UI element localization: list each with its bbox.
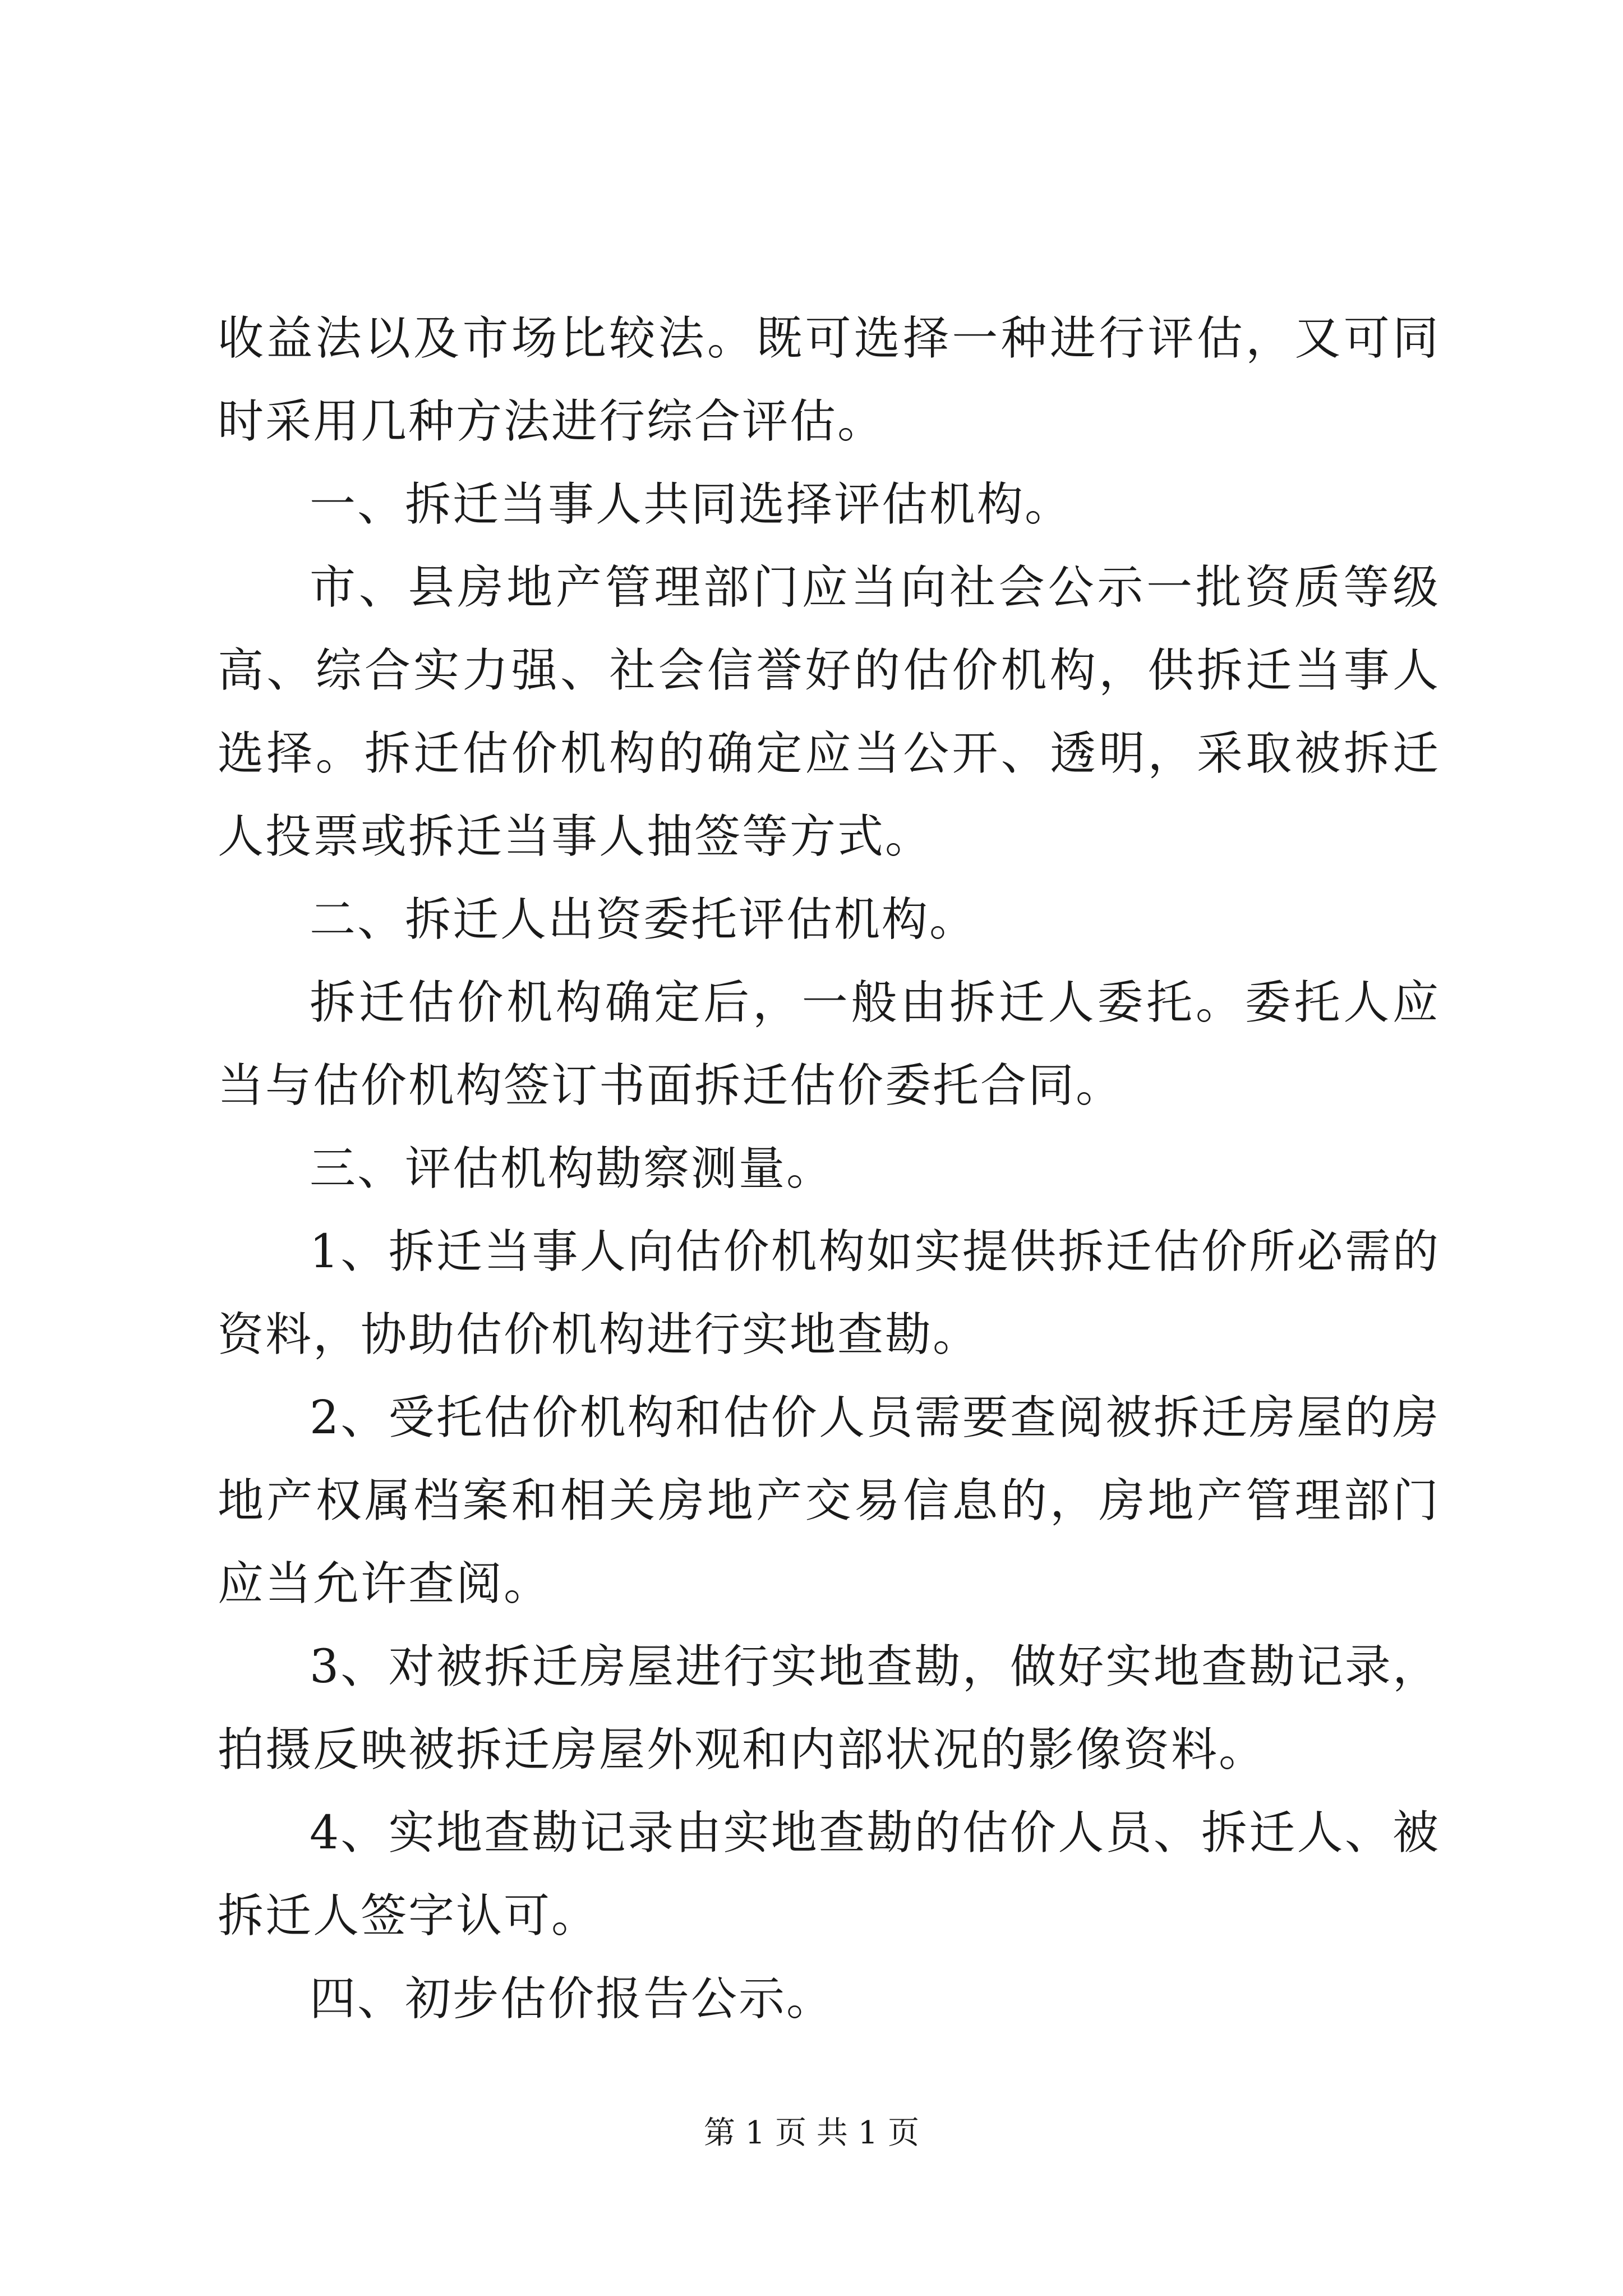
paragraph: 拆迁估价机构确定后，一般由拆迁人委托。委托人应当与估价机构签订书面拆迁估价委托合同。: [218, 976, 1440, 1112]
list-item: 4、实地查勘记录由实地查勘的估价人员、拆迁人、被拆迁人签字认可。: [218, 1806, 1440, 1943]
section-heading-4: 四、初步估价报告公示。: [310, 1972, 834, 2026]
section-heading-2: 二、拆迁人出资委托评估机构。: [310, 893, 978, 946]
paragraph: 市、县房地产管理部门应当向社会公示一批资质等级高、综合实力强、社会信誉好的估价机构，供拆迁当事人选择。拆迁估价机构的确定应当公开、透明，采取被拆迁人投票或拆迁当事人抽签等方式。: [218, 561, 1440, 863]
page-footer: 第 1 页 共 1 页: [703, 2115, 920, 2151]
document-body: [218, 297, 1440, 2041]
section-heading-3: 三、评估机构勘察测量。: [310, 1142, 834, 1195]
section-heading-1: 一、拆迁当事人共同选择评估机构。: [310, 478, 1073, 531]
list-item: 2、受托估价机构和估价人员需要查阅被拆迁房屋的房地产权属档案和相关房地产交易信息的，房地产管理部门应当允许查阅。: [218, 1391, 1440, 1611]
list-item: 1、拆迁当事人向估价机构如实提供拆迁估价所必需的资料，协助估价机构进行实地查勘。: [218, 1225, 1440, 1361]
paragraph-continuation: 收益法以及市场比较法。既可选择一种进行评估，又可同时采用几种方法进行综合评估。: [218, 312, 1440, 448]
list-item: 3、对被拆迁房屋进行实地查勘，做好实地查勘记录，拍摄反映被拆迁房屋外观和内部状况的影像资料。: [218, 1640, 1440, 1777]
